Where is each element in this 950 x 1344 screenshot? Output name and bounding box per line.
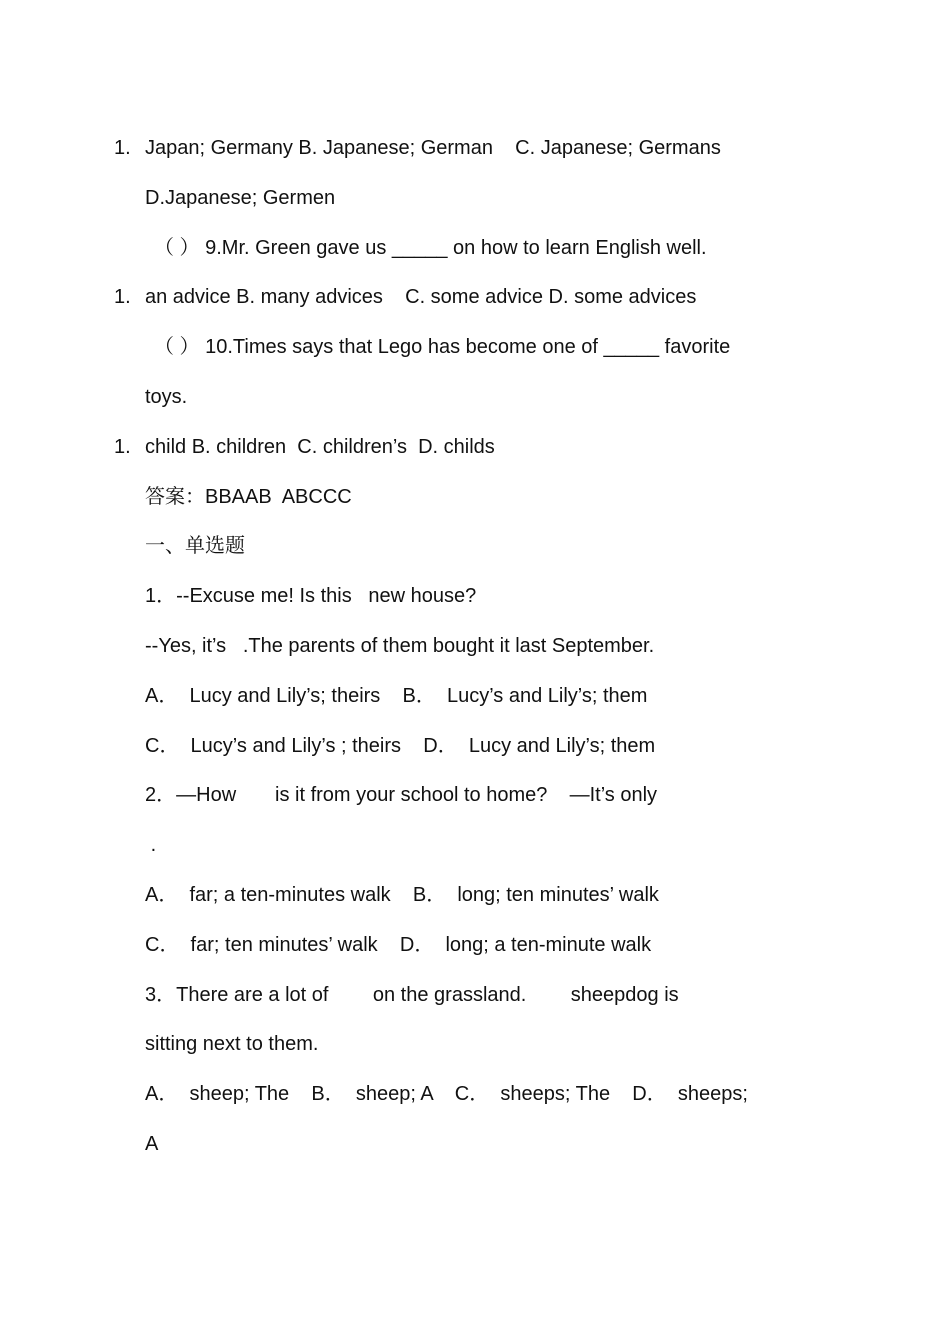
document-line — [145, 1070, 855, 1120]
document-line — [114, 124, 855, 174]
line-text: （ ） 10.Times says that Lego has become one of _____ favorite — [154, 336, 731, 359]
document-line — [145, 921, 855, 971]
document-line — [145, 821, 855, 871]
document-line — [145, 174, 855, 224]
line-text: sitting next to them. — [145, 1033, 319, 1056]
line-text: . — [145, 834, 157, 857]
document-line — [145, 522, 855, 572]
document-line — [145, 871, 855, 921]
document-line — [145, 622, 855, 672]
line-text: an advice B. many advices C. some advice D. some advices — [145, 286, 697, 309]
line-text: A． sheep; The B． sheep; A C． sheeps; The D． sheeps; — [145, 1083, 748, 1106]
line-text: 3．There are a lot of on the grassland. sheepdog is — [145, 983, 679, 1006]
line-text: A． far; a ten-minutes walk B． long; ten minutes’ walk — [145, 883, 659, 906]
document-line — [145, 771, 855, 821]
line-text: 一、单选题 — [145, 535, 245, 558]
line-text: A — [145, 1132, 159, 1155]
list-marker: 1. — [114, 137, 131, 159]
document-line — [114, 423, 855, 473]
document-line — [145, 1120, 855, 1170]
line-text: 答案：BBAAB ABCCC — [145, 485, 352, 508]
document-line — [145, 722, 855, 772]
line-text: D.Japanese; Germen — [145, 186, 336, 209]
list-marker: 1. — [114, 286, 131, 309]
document-line — [145, 1020, 855, 1070]
line-text: child B. children C. children’s D. childs — [145, 435, 495, 458]
document-line — [145, 373, 855, 423]
line-text: toys. — [145, 385, 188, 408]
document-line — [145, 572, 855, 622]
line-text: C． Lucy’s and Lily’s ; theirs D． Lucy and Lily’s; them — [145, 734, 656, 757]
line-text: （ ） 9.Mr. Green gave us _____ on how to learn English well. — [154, 236, 707, 259]
document-line — [114, 273, 855, 323]
line-text: C． far; ten minutes’ walk D． long; a ten-minute walk — [145, 933, 652, 956]
document-line — [145, 473, 855, 523]
line-text: 1．--Excuse me! Is this new house? — [145, 585, 477, 608]
document-line — [145, 224, 855, 274]
list-marker: 1. — [114, 435, 131, 458]
line-text: Japan; Germany B. Japanese; German C. Japanese; Germans — [145, 137, 721, 159]
document-line — [145, 323, 855, 373]
document-content — [114, 124, 855, 1170]
line-text: 2．—How is it from your school to home? —It’s only — [145, 784, 658, 807]
line-text: A． Lucy and Lily’s; theirs B． Lucy’s and Lily’s; them — [145, 684, 648, 707]
document-line — [145, 971, 855, 1021]
document-line — [145, 672, 855, 722]
line-text: --Yes, it’s .The parents of them bought it last September. — [145, 634, 655, 657]
